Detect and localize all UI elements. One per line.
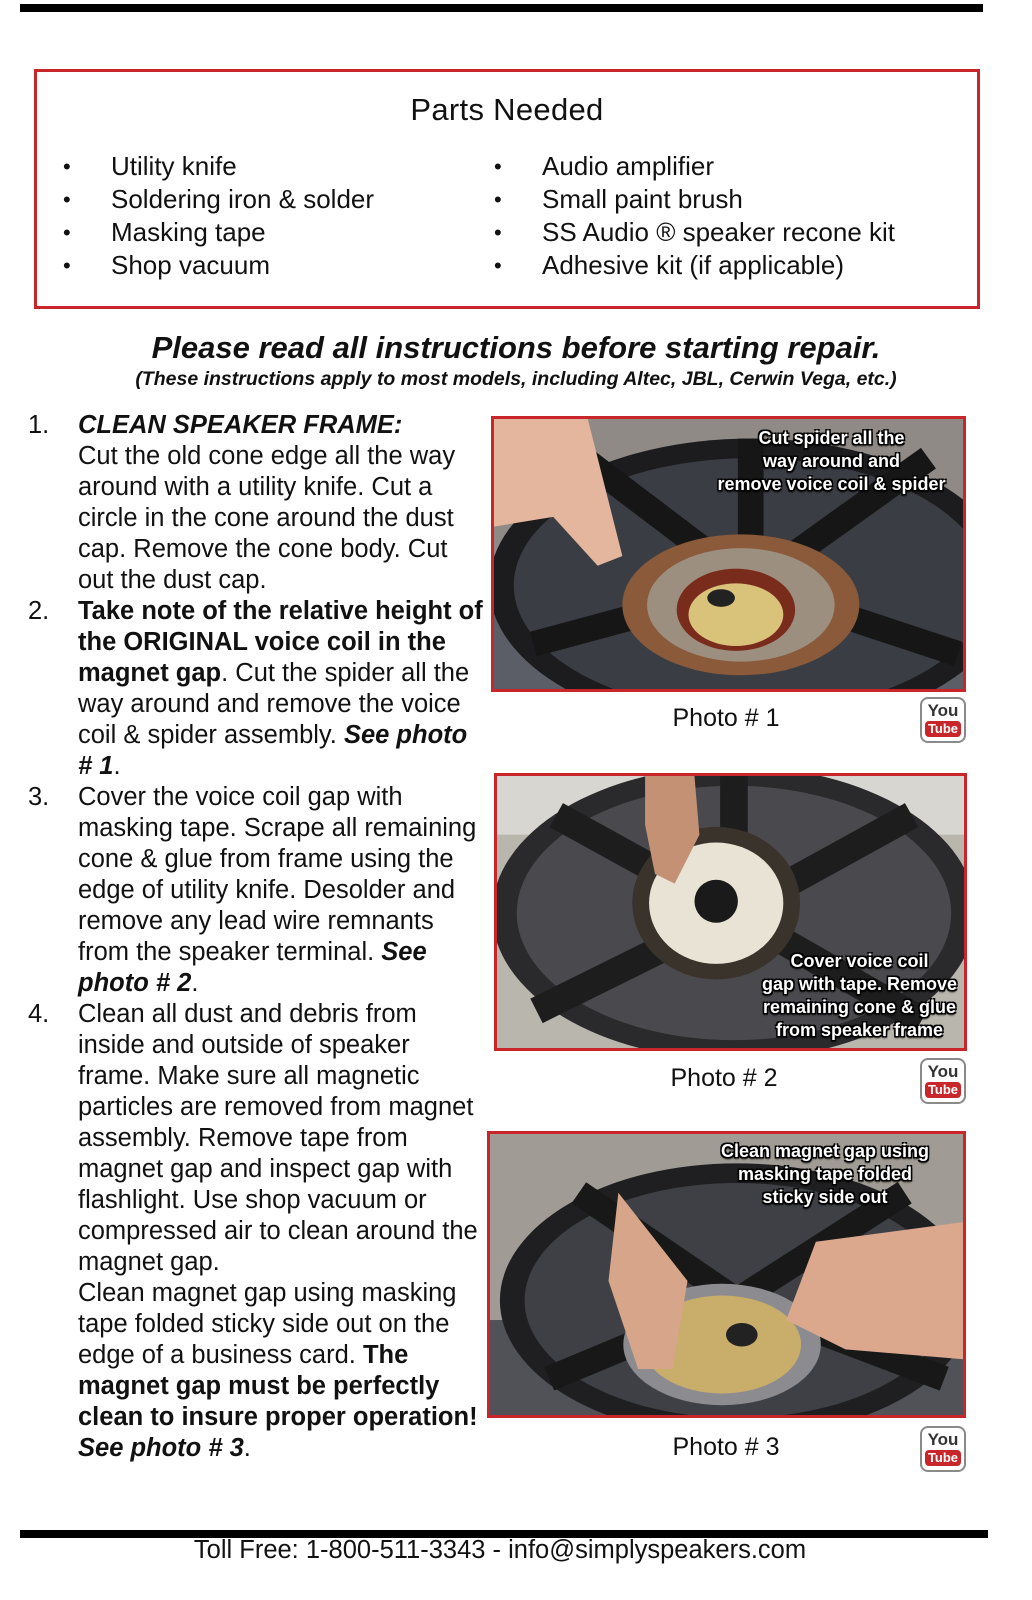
step-3: 3. Cover the voice coil gap with masking tape. Scrape all remaining cone & glue from frame using the edge of utility knife. Desolder and remove any lead wire remnants from the speaker terminal. See photo # 2. [28, 783, 477, 997]
step-body-2: Clean magnet gap using masking tape folded sticky side out on the edge of a business card. [78, 1279, 457, 1369]
top-rule [20, 4, 983, 12]
youtube-icon[interactable]: You Tube [920, 1058, 966, 1104]
photo-3 [487, 1131, 966, 1418]
list-item: • Soldering iron & solder [63, 184, 375, 214]
photo-2 [494, 773, 967, 1051]
step-body: . Cut the spider all the way around and remove the voice coil & spider assembly. [78, 659, 470, 749]
list-item: • Utility knife [63, 151, 237, 181]
photo-reference: See photo # 1 [78, 721, 468, 780]
step-number: 1. [28, 411, 50, 439]
photo-1-label: Photo # 1 [672, 704, 780, 732]
step-number: 3. [28, 783, 50, 811]
instruction-steps [24, 410, 484, 1464]
photo-callout: Cover voice coil gap with tape. Remove remaining cone & glue from speaker frame [761, 951, 958, 1040]
photo-reference: See photo # 3. [78, 1434, 251, 1462]
step-number: 4. [28, 1000, 50, 1028]
photo-callout: Cut spider all the way around and remove voice coil & spider [717, 428, 946, 494]
step-body: Cut the old cone edge all the way around with a utility knife. Cut a circle in the cone around the dust cap. Remove the cone body. Cut out the dust cap. [78, 442, 456, 594]
photo-reference: See photo # 2 [78, 938, 427, 997]
photo-3-label: Photo # 3 [672, 1433, 780, 1461]
step-2: 2. Take note of the relative height of the ORIGINAL voice coil in the magnet gap. Cut the spider all the way around and remove the voice coil & spider assembly. See photo # 1. [28, 597, 483, 780]
youtube-icon[interactable]: You Tube [920, 1426, 966, 1472]
parts-needed-box [34, 69, 980, 309]
photo-callout: Clean magnet gap using masking tape folded sticky side out [720, 1141, 930, 1207]
step-body: Clean all dust and debris from inside and outside of speaker frame. Make sure all magnetic particles are removed from magnet assembly. Remove tape from magnet gap and inspect gap with flashlight. Use shop vacuum or compressed air to clean around the magnet gap. [78, 1000, 478, 1276]
step-heading: CLEAN SPEAKER FRAME: [78, 411, 403, 439]
photo-1 [491, 416, 966, 692]
list-item: • Shop vacuum [63, 250, 270, 280]
step-bold-text: The magnet gap must be perfectly clean to insure proper operation! [78, 1341, 478, 1431]
list-item: • SS Audio ® speaker recone kit [494, 217, 896, 247]
notice-subtitle: (These instructions apply to most models, including Altec, JBL, Cerwin Vega, etc.) [135, 368, 897, 390]
list-item: • Masking tape [63, 217, 266, 247]
list-item: • Adhesive kit (if applicable) [494, 250, 845, 280]
step-4 [24, 999, 484, 1464]
list-item: • Small paint brush [494, 184, 743, 214]
step-number: 2. [28, 597, 50, 625]
step-bold-text: Take note of the relative height of the ORIGINAL voice coil in the magnet gap [78, 597, 483, 687]
parts-list-left [59, 150, 374, 282]
photo-2-label: Photo # 2 [670, 1064, 778, 1092]
footer-contact: Toll Free: 1-800-511-3343 - info@simplyspeakers.com [193, 1536, 807, 1564]
step-body: Cover the voice coil gap with masking tape. Scrape all remaining cone & glue from frame using the edge of utility knife. Desolder and remove any lead wire remnants from the speaker terminal. [78, 783, 477, 966]
youtube-icon[interactable]: You Tube [920, 697, 966, 743]
parts-title: Parts Needed [410, 92, 604, 127]
notice-title: Please read all instructions before starting repair. [151, 330, 881, 365]
parts-list-right [490, 150, 895, 282]
list-item: • Audio amplifier [494, 151, 714, 181]
step-1 [24, 410, 484, 596]
